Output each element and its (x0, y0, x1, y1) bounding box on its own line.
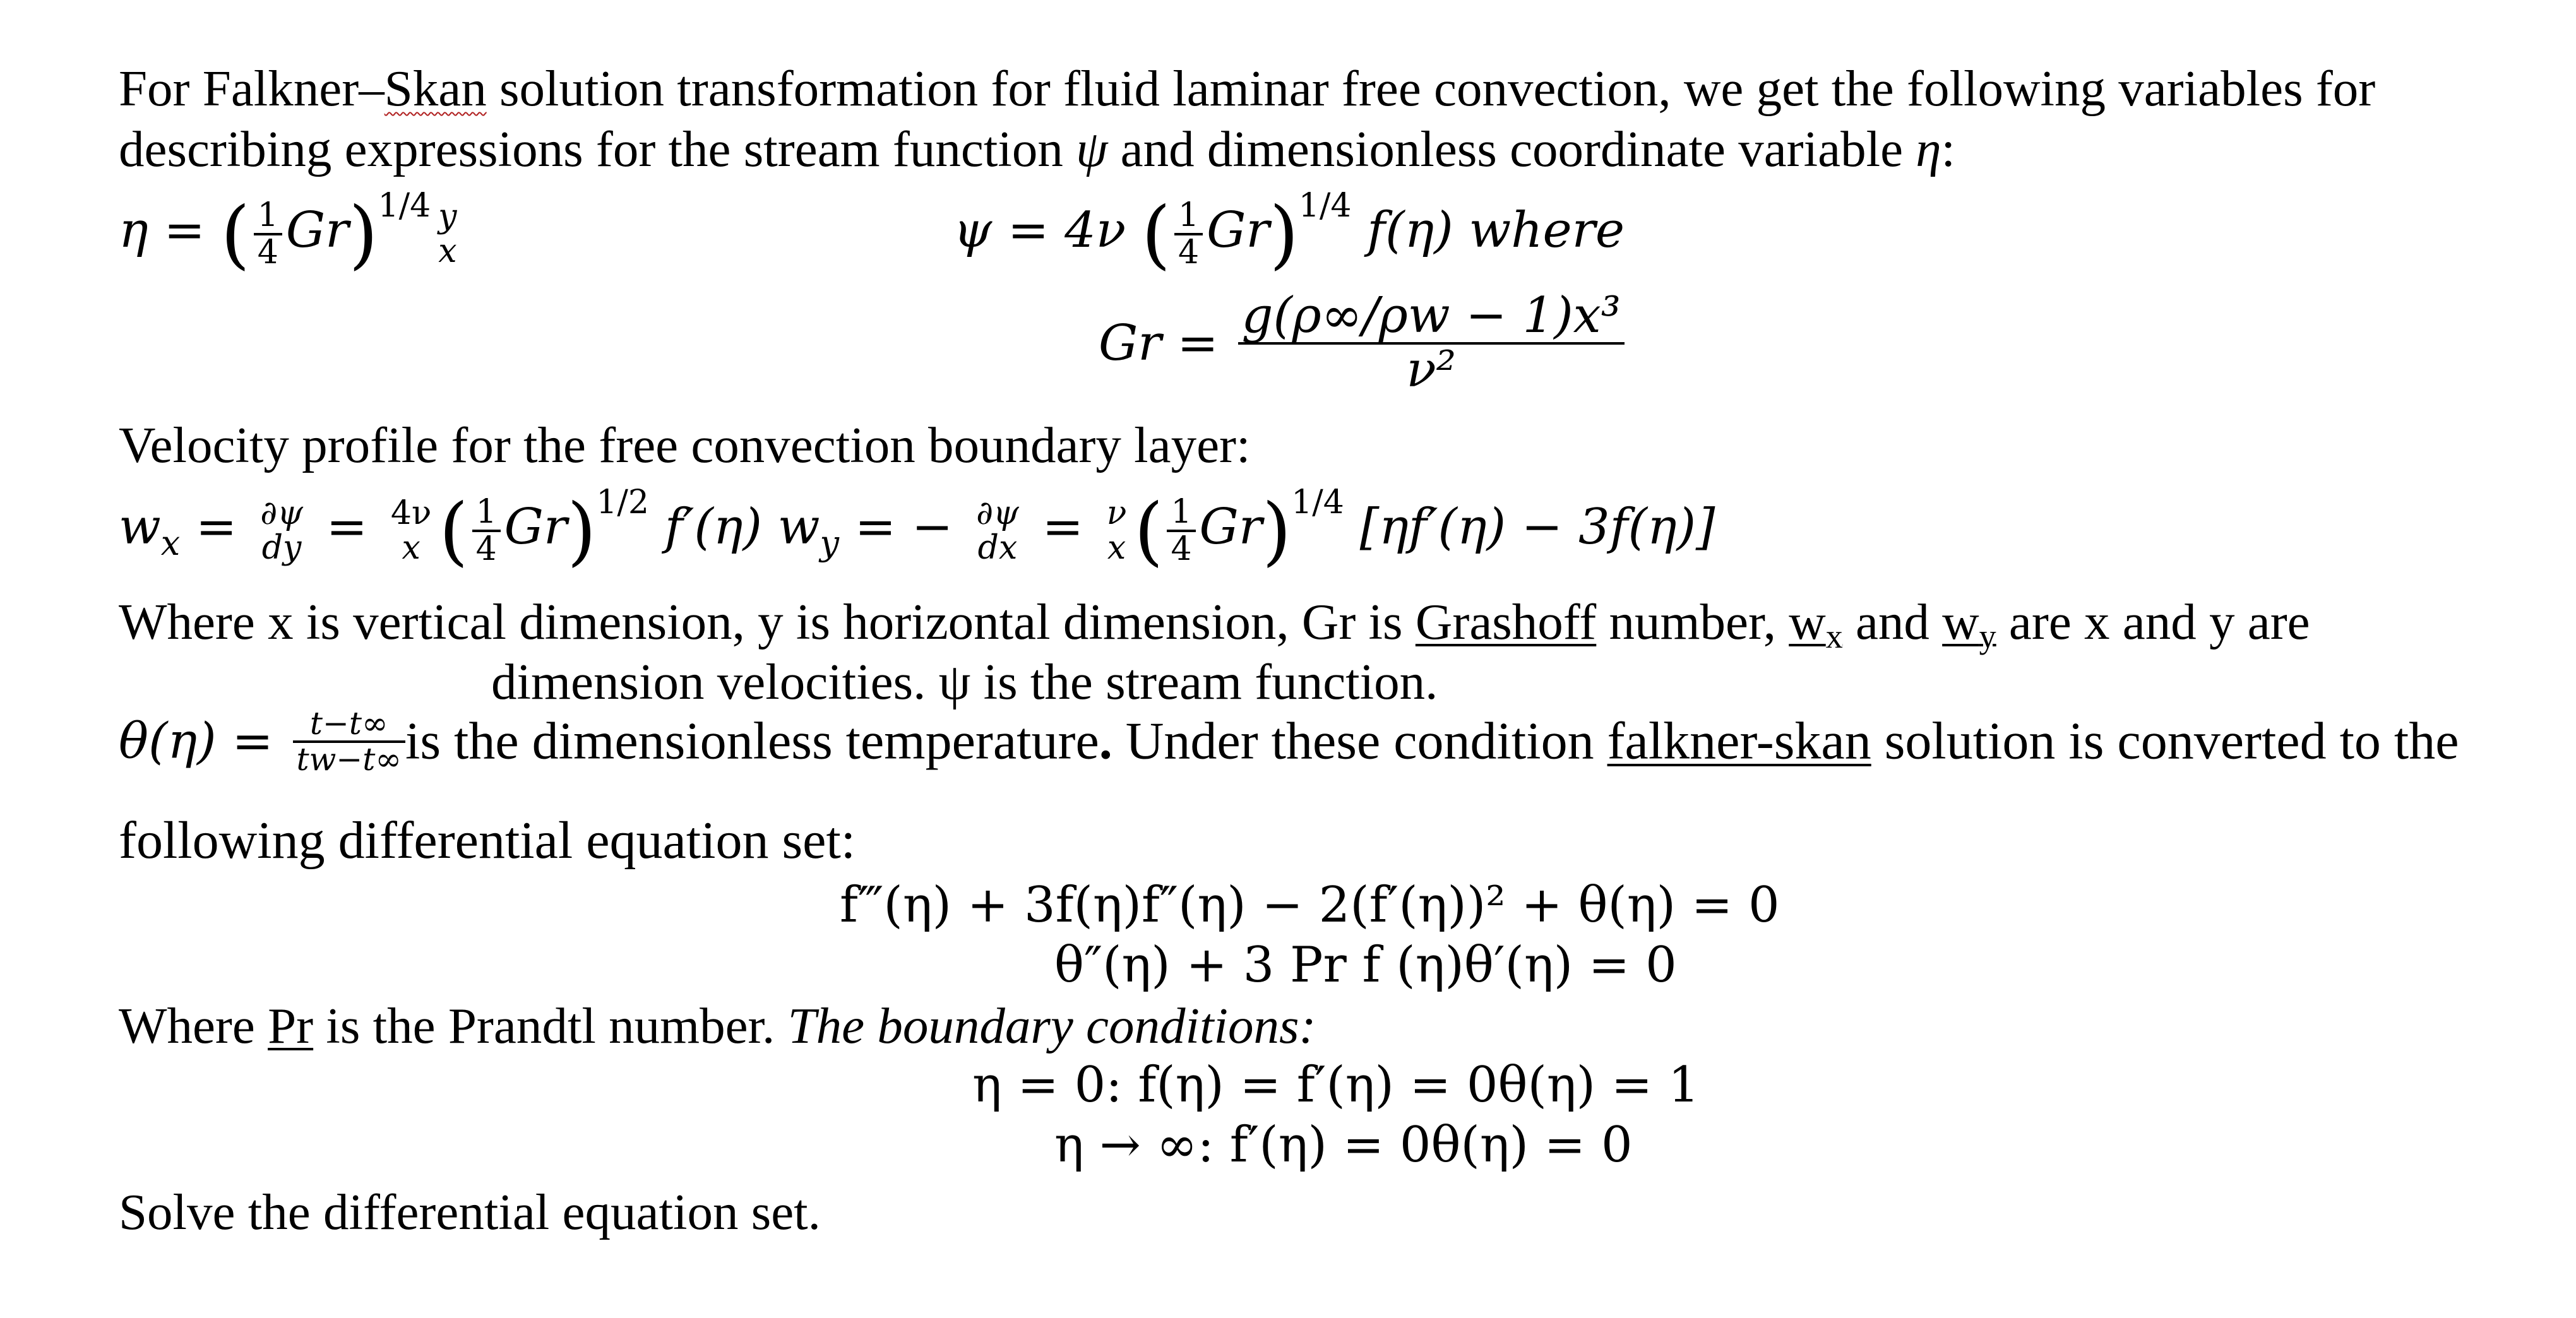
exponent: 1/2 (596, 484, 649, 521)
paren-open: ( (220, 190, 250, 278)
fraction-dpsi-dy (256, 496, 307, 565)
psi-symbol: ψ (1076, 121, 1108, 177)
paren-open: ( (439, 487, 468, 574)
frac-num: g(ρ∞/ρw − 1)x³ (1238, 290, 1625, 345)
prandtl-line (119, 997, 1316, 1054)
frac-den: 4 (1178, 233, 1200, 271)
frac-den: 4 (257, 233, 278, 271)
equals-negative: = − (839, 499, 969, 555)
spellcheck-word: Skan (384, 60, 487, 117)
fraction-dpsi-dx (972, 496, 1023, 565)
intro-text: solution transformation for fluid laminar free convection, we get the following variables for (486, 60, 2376, 117)
frac-den: ν² (1406, 341, 1457, 398)
velocity-equation (119, 484, 1715, 574)
fraction-quarter (1167, 492, 1195, 568)
fraction-4nu-x (387, 496, 436, 565)
body-text: number, (1596, 593, 1789, 650)
eq-lhs: Gr = (1099, 314, 1234, 372)
body-text: Under these condition (1112, 711, 1607, 771)
paren-close: ) (567, 487, 597, 574)
wy-symbol: w (777, 499, 820, 555)
theta-line (119, 707, 2459, 776)
wx-symbol: w (119, 499, 161, 555)
wy-letter: w (1942, 593, 1979, 650)
eq-lhs: ψ = 4ν (953, 202, 1142, 259)
intro-text: : (1941, 121, 1955, 177)
frac-num: 1 (1167, 495, 1195, 532)
fraction-nu-x (1103, 496, 1131, 565)
body-text: are x and y are (1996, 593, 2310, 650)
intro-line-1 (119, 60, 2376, 117)
frac-den: dy (261, 528, 302, 567)
grashof-symbol: Gr (504, 499, 568, 555)
boundary-condition-2: η → ∞: f′(η) = 0θ(η) = 0 (1054, 1117, 1633, 1173)
eta-equation (119, 187, 465, 278)
frac-num: t−t∞ (293, 707, 406, 743)
where-line-1 (119, 593, 2310, 655)
intro-text: For Falkner– (119, 60, 385, 117)
frac-num: 4ν (390, 494, 432, 532)
eq-tail: f(η) where (1351, 202, 1625, 259)
eq-lhs: η = (119, 202, 221, 259)
grashof-symbol: Gr (1207, 202, 1270, 259)
wx-subscript: x (160, 523, 181, 563)
eta-symbol: η (1916, 121, 1941, 177)
wy-label (1942, 593, 1996, 655)
intro-line-2 (119, 121, 1955, 177)
boundary-conditions-heading: The boundary conditions: (787, 997, 1316, 1054)
frac-den: dx (977, 528, 1018, 567)
exponent: 1/4 (1291, 484, 1344, 521)
eq-tail: [ηf′(η) − 3f(η)] (1344, 499, 1715, 555)
fraction-quarter (1174, 198, 1203, 270)
frac-num: ν (1106, 494, 1127, 532)
wy-subscript: y (820, 523, 840, 563)
velocity-heading: Velocity profile for the free convection boundary layer: (119, 417, 1251, 473)
frac-den: x (402, 528, 420, 567)
theta-lhs: θ(η) = (119, 713, 289, 770)
frac-num: 1 (472, 495, 501, 532)
fraction-quarter (472, 492, 501, 568)
body-text: solution is converted to the (1871, 711, 2459, 771)
fraction-y-over-x (434, 199, 460, 268)
fraction-quarter (254, 198, 282, 270)
equals: = (180, 499, 253, 555)
wy-subscript: y (1979, 617, 1996, 655)
frac-num: 1 (254, 198, 282, 235)
paren-close: ) (1269, 190, 1299, 278)
frac-num: ∂ψ (260, 494, 303, 532)
body-text: is the Prandtl number. (313, 997, 788, 1054)
frac-den: x (438, 232, 457, 270)
body-text: is the dimensionless temperature (405, 711, 1099, 771)
exponent: 1/4 (378, 187, 431, 225)
ode-1: f‴(η) + 3f(η)f″(η) − 2(f′(η))² + θ(η) = 0 (840, 877, 1780, 934)
paren-close: ) (349, 190, 378, 278)
falkner-skan-word: falkner-skan (1607, 711, 1871, 771)
frac-den: x (1107, 528, 1126, 567)
where-line-2: dimension velocities. ψ is the stream function. (491, 653, 1438, 710)
body-text: Where (119, 997, 268, 1054)
wx-letter: w (1789, 593, 1826, 650)
intro-text: describing expressions for the stream function (119, 121, 1076, 177)
psi-equation (953, 187, 1625, 278)
boundary-condition-1: η = 0: f(η) = f′(η) = 0θ(η) = 1 (972, 1057, 1700, 1113)
exponent: 1/4 (1298, 187, 1352, 225)
following-line: following differential equation set: (119, 811, 856, 870)
grashof-fraction (1238, 287, 1625, 398)
pr-word: Pr (268, 997, 314, 1054)
ode-2: θ″(η) + 3 Pr f (η)θ′(η) = 0 (1054, 937, 1677, 994)
body-text: and (1842, 593, 1943, 650)
wx-label (1789, 593, 1843, 655)
grashof-symbol: Gr (285, 202, 349, 259)
f-prime: f′(η) (649, 499, 778, 555)
paren-open: ( (1134, 487, 1164, 574)
body-text: Where x is vertical dimension, y is horizontal dimension, Gr is (119, 593, 1416, 650)
paren-close: ) (1262, 487, 1292, 574)
grashof-equation (1099, 287, 1628, 398)
equals: = (1026, 499, 1099, 555)
paren-open: ( (1141, 190, 1171, 278)
theta-fraction (293, 707, 406, 776)
equals: = (310, 499, 383, 555)
frac-num: 1 (1174, 198, 1203, 235)
closing-line: Solve the differential equation set. (119, 1184, 821, 1240)
frac-num: y (438, 197, 457, 235)
frac-num: ∂ψ (976, 494, 1019, 532)
intro-text: and dimensionless coordinate variable (1107, 121, 1916, 177)
bold-period: . (1099, 711, 1112, 771)
wx-subscript: x (1825, 617, 1843, 655)
grashoff-word: Grashoff (1415, 593, 1597, 650)
grashof-symbol: Gr (1199, 499, 1263, 555)
frac-den: 4 (1171, 530, 1192, 568)
frac-den: 4 (475, 530, 497, 568)
frac-den: tw−t∞ (296, 740, 402, 778)
